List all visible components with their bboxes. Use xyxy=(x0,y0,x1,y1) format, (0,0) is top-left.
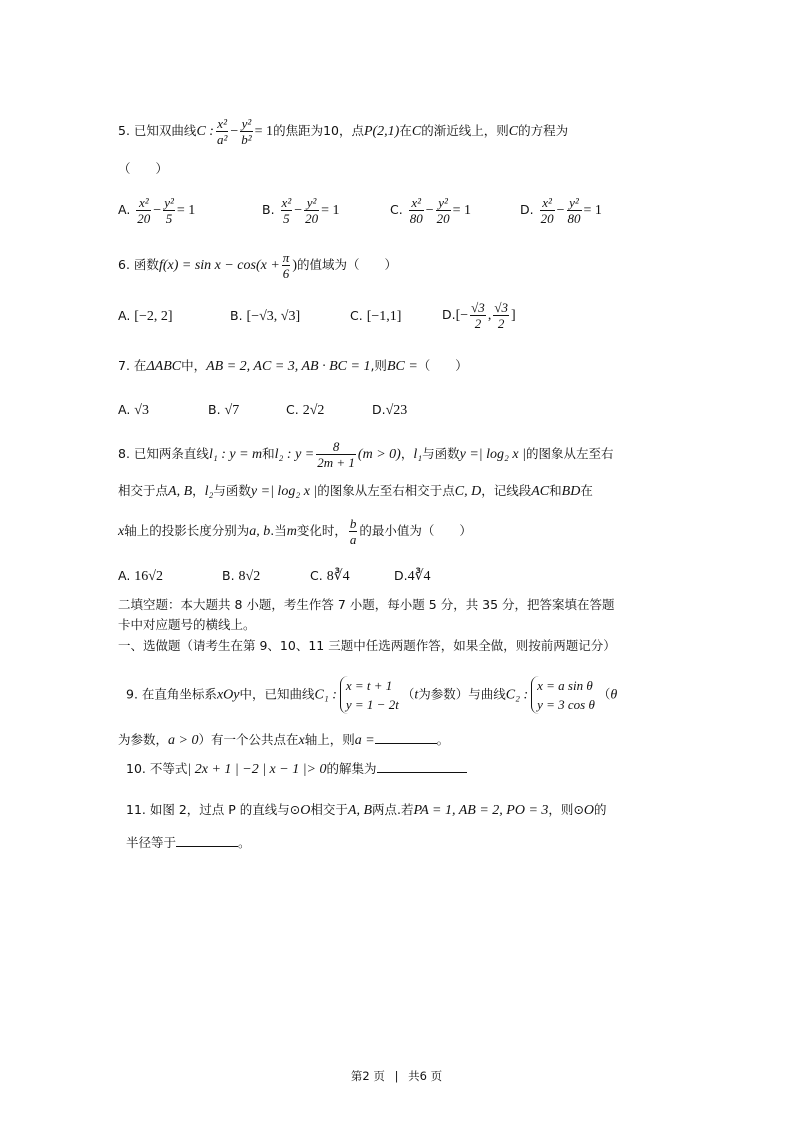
q5-option-b: B. $\frac{\text{x²}}{5}$ − $\frac{\text{y²}}{20}$ = 1 xyxy=(262,195,340,226)
footer-separator: | xyxy=(394,1069,399,1083)
q5-paren: （ ） xyxy=(118,161,169,176)
q8-line2: 相交于点A, B，l₂与函数y =| log₂ x |的图象从左至右相交于点C, D，记线段AC和BD在 xyxy=(118,483,593,499)
q9-line2: 为参数，a > 0）有一个公共点在x轴上，则a = 。 xyxy=(118,732,450,748)
q6-option-b: B. [−√3, √3] xyxy=(230,308,301,324)
q10-stem: 10. 不等式| 2x + 1 | −2 | x − 1 |> 0的解集为 xyxy=(126,760,467,778)
q11-number: 11. xyxy=(126,802,146,817)
answer-blank[interactable] xyxy=(176,834,238,847)
q8-line3: x轴上的投影长度分别为a, b.当m变化时， $\frac{b}{a}$ 的最小值为（ ） xyxy=(118,516,472,547)
q8-option-b: B. 8√2 xyxy=(222,568,261,584)
q7-option-b: B. √7 xyxy=(208,402,240,418)
section2-line2: 卡中对应题号的横线上。 xyxy=(118,617,256,632)
q8-option-d: D.4∛4 xyxy=(394,568,431,584)
q9-number: 9. xyxy=(126,686,138,702)
circle-icon: ⊙ xyxy=(573,802,584,817)
q8-number: 8. xyxy=(118,446,130,461)
q11-line1: 11. 如图 2，过点 P 的直线与⊙O相交于A, B两点.若PA = 1, AB = 2, PO = 3，则⊙O的 xyxy=(126,802,607,818)
page-number: 第2 页 xyxy=(350,1069,385,1083)
answer-blank[interactable] xyxy=(375,731,437,744)
q8-line1: 8. 已知两条直线l₁ : y = m和l₂ : y = $\frac{8}{2m + 1}$ (m > 0)，l₁与函数y =| log₂ x |的图象从左至右 xyxy=(118,439,614,470)
section2-line1: 二填空题：本大题共 8 小题，考生作答 7 小题，每小题 5 分，共 35 分，把答案填在答题 xyxy=(118,597,615,612)
q6-number: 6. xyxy=(118,257,130,272)
fraction: $\frac{\text{y²}}{\text{b²}}$ xyxy=(241,116,252,147)
q7-option-d: D.√23 xyxy=(372,402,408,418)
q5-stem: 5. 已知双曲线C : $\frac{\text{x²}}{\text{a²}}$ − $\frac{\text{y²}}{\text{b²}}$ = 1的焦距为10，点P(2,1)在C的渐近线上，则C的方程为 xyxy=(118,116,569,147)
q8-option-c: C. 8∛4 xyxy=(310,568,350,584)
q6-stem: 6. 函数f(x) = sin x − cos(x + $\frac{\pi}{6}$ )的值域为（ ） xyxy=(118,250,397,281)
q5-option-c: C. $\frac{\text{x²}}{80}$ − $\frac{\text{y²}}{20}$ = 1 xyxy=(390,195,471,226)
q5-number: 5. xyxy=(118,123,130,138)
q5-option-d: D. $\frac{\text{x²}}{20}$ − $\frac{\text{y²}}{80}$ = 1 xyxy=(520,195,602,226)
q7-option-a: A. √3 xyxy=(118,402,149,418)
equation-system: x = t + 1 y = 1 − 2t xyxy=(340,676,399,714)
q11-line2: 半径等于 。 xyxy=(126,835,251,850)
page-footer xyxy=(0,1068,793,1084)
q9-line1: 9. 在直角坐标系xOy中，已知曲线C₁ : x = t + 1 y = 1 − 2t （t为参数）与曲线C₂ : x = a sin θ y = 3 cos θ （θ xyxy=(126,678,618,712)
answer-blank[interactable] xyxy=(377,760,467,773)
q7-option-c: C. 2√2 xyxy=(286,402,325,418)
q6-option-d: D.[− $\frac{√3}{2}$ , $\frac{√3}{2}$ ] xyxy=(442,300,516,331)
equation-system: x = a sin θ y = 3 cos θ xyxy=(531,676,595,714)
page-total: 共6 页 xyxy=(408,1069,443,1083)
q6-option-c: C. [−1,1] xyxy=(350,308,402,324)
fraction: $\frac{\text{x²}}{\text{a²}}$ xyxy=(216,116,228,147)
q5-option-a: A. $\frac{\text{x²}}{20}$ − $\frac{\text{y²}}{5}$ = 1 xyxy=(118,195,196,226)
section-select-heading: 一、选做题（请考生在第 9、10、11 三题中任选两题作答，如果全做，则按前两题记分） xyxy=(118,638,616,653)
q7-number: 7. xyxy=(118,358,130,373)
q8-option-a: A. 16√2 xyxy=(118,568,163,584)
circle-icon: ⊙ xyxy=(289,802,301,817)
q7-stem: 7. 在ΔABC中，AB = 2, AC = 3, AB · BC = 1,则BC =（ ） xyxy=(118,358,468,374)
q6-option-a: A. [−2, 2] xyxy=(118,308,173,324)
q10-number: 10. xyxy=(126,761,146,776)
